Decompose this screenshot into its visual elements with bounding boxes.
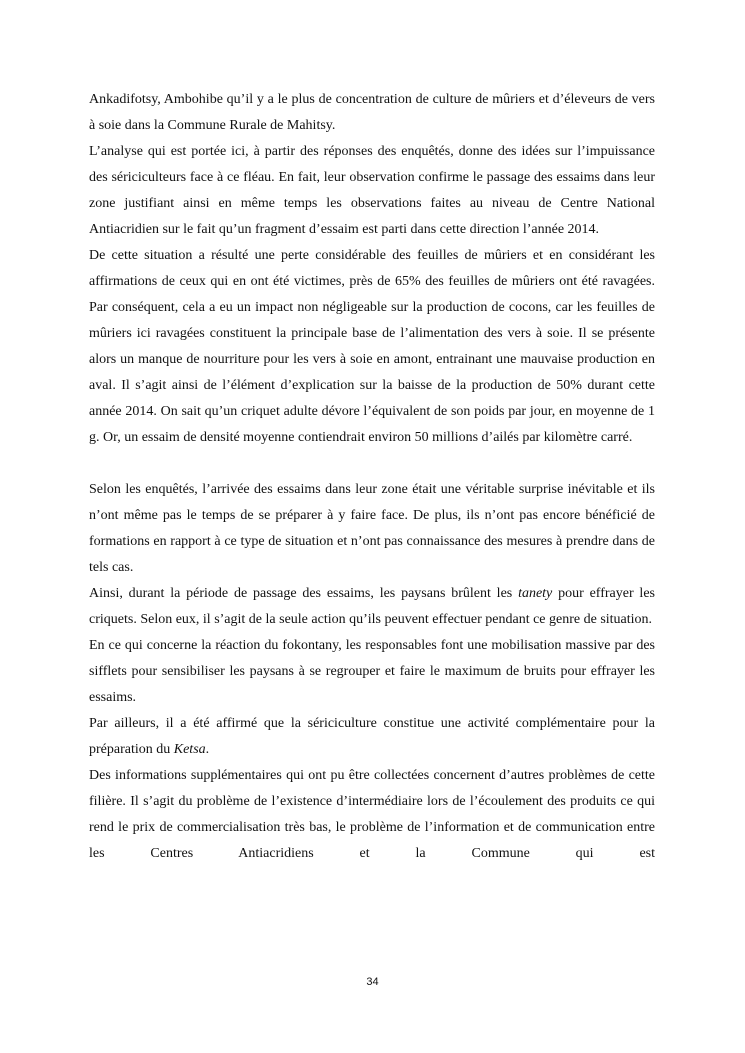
paragraph-1: Ankadifotsy, Ambohibe qu’il y a le plus de concentration de culture de mûriers et d’éleveurs de vers à soie dans la Commune Rurale de Mahitsy. bbox=[89, 92, 655, 133]
term-ketsa: Ketsa bbox=[173, 742, 206, 757]
paragraph-7-text-before: Par ailleurs, il a été affirmé que la sériciculture constitue une activité complémentaire pour la préparation du bbox=[89, 716, 655, 757]
paragraph-7-text-after: . bbox=[205, 742, 210, 757]
paragraph-5 bbox=[89, 581, 655, 633]
paragraph-2: L’analyse qui est portée ici, à partir des réponses des enquêtés, donne des idées sur l’impuissance des sériciculteurs face à ce fléau. En fait, leur observation confirme le passage des essaims dans leur zone justifiant ainsi en même temps les observations faites au niveau de Centre National Antiacridien sur le fait qu’un fragment d’essaim est parti dans cette direction l’année 2014. bbox=[89, 144, 655, 237]
paragraph-4: Selon les enquêtés, l’arrivée des essaims dans leur zone était une véritable surprise inévitable et ils n’ont même pas le temps de se préparer à y faire face. De plus, ils n’ont pas encore bénéficié de formations en rapport à ce type de situation et n’ont pas connaissance des mesures à prendre dans de tels cas. bbox=[89, 482, 655, 575]
paragraph-7 bbox=[89, 711, 655, 763]
paragraph-spacer bbox=[89, 451, 655, 477]
paragraph-5-text-after: pour effrayer les criquets. Selon eux, il s’agit de la seule action qu’ils peuvent effectuer pendant ce genre de situation. bbox=[89, 586, 655, 627]
page-number: 34 bbox=[366, 976, 379, 988]
paragraph-3: De cette situation a résulté une perte considérable des feuilles de mûriers et en considérant les affirmations de ceux qui en ont été victimes, près de 65% des feuilles de mûriers ont été ravagées. Par conséquent, cela a eu un impact non négligeable sur la production de cocons, car les feuilles de mûriers ici ravagées constituent la principale base de l’alimentation des vers à soie. Il se présente alors un manque de nourriture pour les vers à soie en amont, entrainant une mauvaise production en aval. Il s’agit ainsi de l’élément d’explication sur la baisse de la production de 50% durant cette année 2014. On sait qu’un criquet adulte dévore l’équivalent de son poids par jour, en moyenne de 1 g. Or, un essaim de densité moyenne contiendrait environ 50 millions d’ailés par kilomètre carré. bbox=[89, 248, 655, 445]
body-text bbox=[89, 87, 655, 867]
paragraph-5-text-before: Ainsi, durant la période de passage des essaims, les paysans brûlent les bbox=[89, 586, 519, 601]
term-tanety: tanety bbox=[518, 586, 553, 601]
paragraph-8: Des informations supplémentaires qui ont pu être collectées concernent d’autres problèmes de cette filière. Il s’agit du problème de l’existence d’intermédiaire lors de l’écoulement des produits ce qui rend le prix de commercialisation très bas, le problème de l’information et de communication entre les Centres Antiacridiens et la Commune qui est bbox=[89, 768, 655, 861]
paragraph-6: En ce qui concerne la réaction du fokontany, les responsables font une mobilisation massive par des sifflets pour sensibiliser les paysans à se regrouper et faire le maximum de bruits pour effrayer les essaims. bbox=[89, 638, 655, 705]
